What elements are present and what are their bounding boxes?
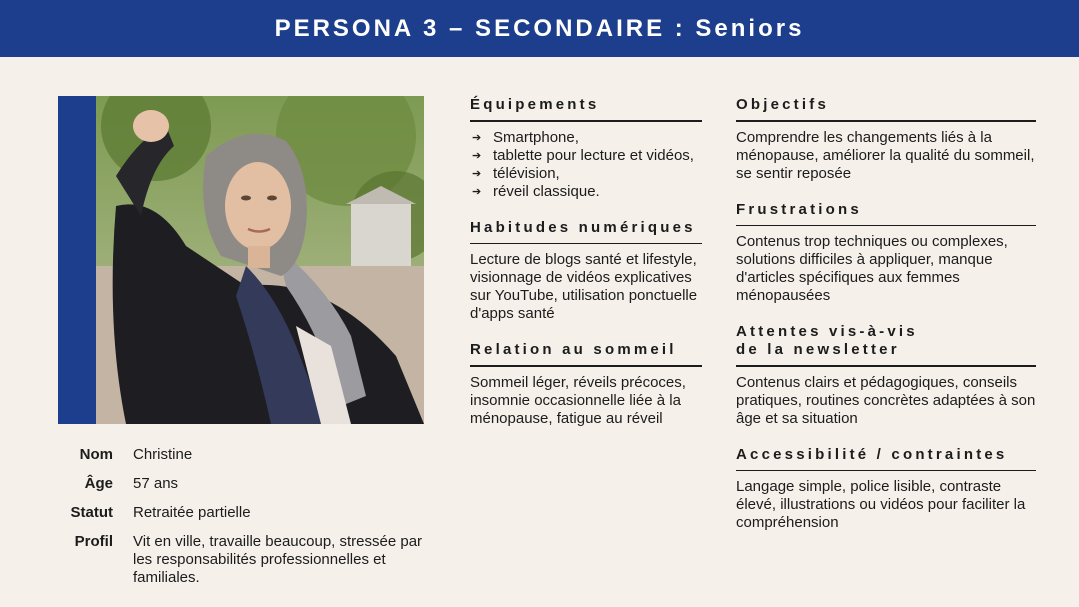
section-text: Contenus clairs et pédagogiques, conseils pratiques, routines concrètes adaptées à son âge et sa situation — [736, 373, 1036, 427]
section-divider — [736, 470, 1036, 472]
right-column — [736, 96, 1036, 550]
section-title: Relation au sommeil — [470, 341, 677, 358]
list-item — [470, 165, 702, 183]
identity-value: 57 ans — [133, 475, 179, 492]
section-divider — [736, 365, 1036, 367]
title-banner — [0, 0, 1079, 57]
section-objectifs — [736, 96, 1036, 183]
section-text: Langage simple, police lisible, contraste élevé, illustrations ou vidéos pour faciliter la compréhension — [736, 478, 1026, 531]
list-item-text: tablette pour lecture et vidéos, — [493, 146, 694, 164]
identity-label: Âge — [84, 475, 113, 492]
identity-label: Nom — [79, 446, 113, 463]
arrow-bullet-icon: ➔ — [472, 149, 482, 162]
identity-value: Vit en ville, travaille beaucoup, stressée par les responsabilités professionnelles et familiales. — [133, 533, 423, 586]
identity-value: Retraitée partielle — [133, 504, 251, 521]
section-text: Comprendre les changements liés à la ménopause, améliorer la qualité du sommeil, se sentir reposée — [736, 128, 1035, 182]
section-text: Sommeil léger, réveils précoces, insomnie occasionnelle liée à la ménopause, fatigue au réveil — [470, 373, 686, 427]
section-sommeil — [470, 341, 702, 428]
list-item-text: Smartphone, — [493, 128, 579, 146]
list-item — [470, 183, 702, 201]
section-title-line2: de la newsletter — [736, 341, 900, 358]
page-title: PERSONA 3 – SECONDAIRE : Seniors — [274, 14, 805, 42]
identity-label: Statut — [70, 504, 113, 521]
identity-table — [58, 446, 428, 598]
identity-row-age — [58, 475, 428, 493]
section-divider — [470, 120, 702, 122]
section-title: Accessibilité / contraintes — [736, 445, 1008, 463]
section-habitudes — [470, 219, 702, 324]
identity-label: Profil — [74, 533, 113, 550]
section-divider — [470, 365, 702, 367]
section-title: Habitudes numériques — [470, 218, 696, 236]
identity-value: Christine — [133, 446, 193, 463]
section-text: Contenus trop techniques ou complexes, solutions difficiles à appliquer, manque d'articles spécifiques aux femmes ménopausées — [736, 233, 1008, 304]
middle-column — [470, 96, 702, 446]
arrow-bullet-icon: ➔ — [472, 185, 482, 198]
section-title: Attentes vis-à-vis — [736, 323, 918, 340]
arrow-bullet-icon: ➔ — [472, 131, 482, 144]
list-item — [470, 147, 702, 165]
arrow-bullet-icon: ➔ — [472, 167, 482, 180]
portrait-illustration — [96, 96, 424, 424]
section-divider — [736, 120, 1036, 122]
section-divider — [736, 225, 1036, 227]
section-frustrations — [736, 201, 1036, 306]
identity-row-statut — [58, 504, 428, 522]
list-item-text: télévision, — [493, 164, 560, 182]
list-item — [470, 129, 702, 147]
persona-photo — [96, 96, 424, 424]
identity-row-profil — [58, 533, 428, 587]
section-title: Équipements — [470, 96, 600, 113]
section-title: Frustrations — [736, 200, 862, 218]
photo-accent-bar — [58, 96, 96, 424]
section-attentes — [736, 323, 1036, 428]
section-accessibilite — [736, 446, 1036, 533]
section-text: Lecture de blogs santé et lifestyle, visionnage de vidéos explicatives sur YouTube, utilisation ponctuelle d'apps santé — [470, 251, 698, 322]
section-equipements — [470, 96, 702, 201]
list-item-text: réveil classique. — [493, 182, 600, 200]
identity-row-nom — [58, 446, 428, 464]
section-divider — [470, 243, 702, 245]
equipements-list — [470, 129, 702, 201]
section-title: Objectifs — [736, 96, 829, 113]
